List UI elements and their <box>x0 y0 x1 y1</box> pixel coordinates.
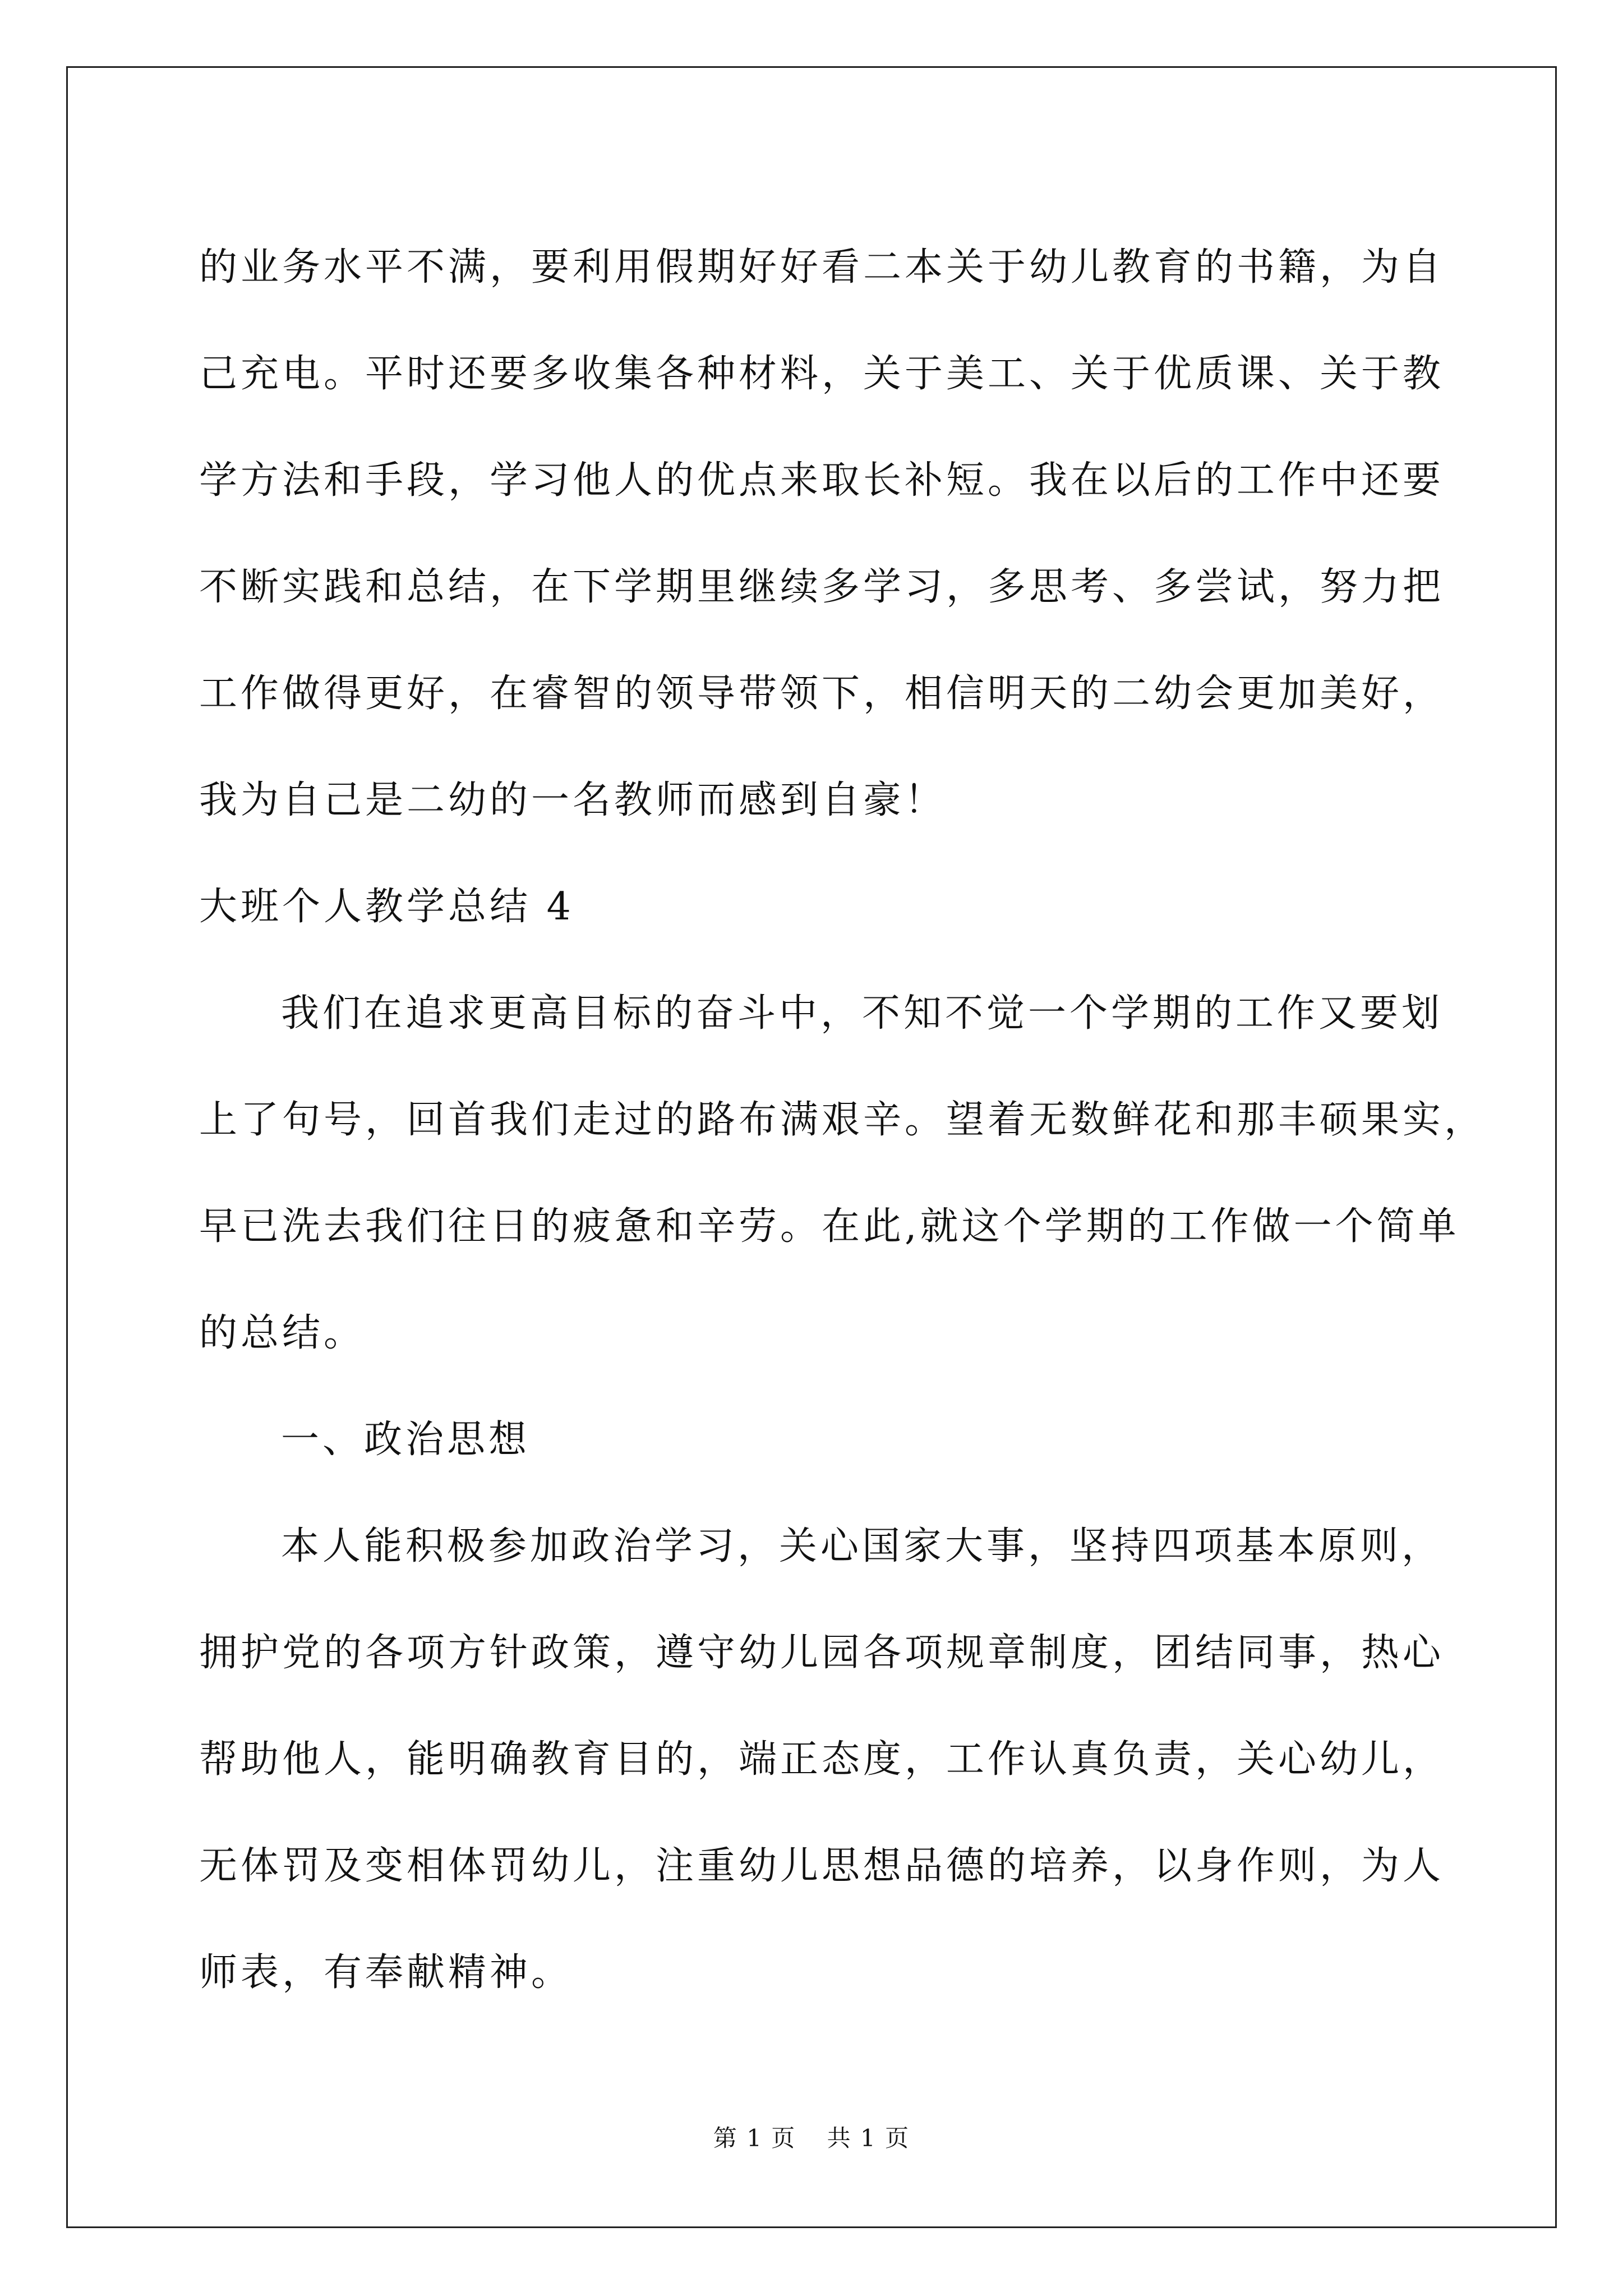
paragraph-2-line: 的总结。 <box>199 1311 366 1355</box>
paragraph-1-line: 学方法和手段，学习他人的优点来取长补短。我在以后的工作中还要 <box>199 458 1445 503</box>
paragraph-3-line: 拥护党的各项方针政策，遵守幼儿园各项规章制度，团结同事，热心 <box>199 1631 1445 1675</box>
total-page-count: 共 1 页 <box>827 2124 910 2152</box>
paragraph-1-line: 的业务水平不满，要利用假期好好看二本关于幼儿教育的书籍，为自 <box>199 245 1445 289</box>
paragraph-3-line: 帮助他人，能明确教育目的，端正态度，工作认真负责，关心幼儿， <box>199 1737 1445 1782</box>
paragraph-1-line: 己充电。平时还要多收集各种材料，关于美工、关于优质课、关于教 <box>199 352 1445 396</box>
paragraph-1-line: 我为自己是二幼的一名教师而感到自豪！ <box>199 778 947 822</box>
page-footer <box>0 2120 1623 2154</box>
paragraph-3-line: 无体罚及变相体罚幼儿，注重幼儿思想品德的培养，以身作则，为人 <box>199 1844 1445 1888</box>
paragraph-1-line: 工作做得更好，在睿智的领导带领下，相信明天的二幼会更加美好， <box>199 671 1445 716</box>
paragraph-1-line: 不断实践和总结，在下学期里继续多学习，多思考、多尝试，努力把 <box>199 565 1445 609</box>
paragraph-2-line: 早已洗去我们往日的疲惫和辛劳。在此,就这个学期的工作做一个简单 <box>199 1204 1460 1249</box>
paragraph-3-line: 本人能积极参加政治学习，关心国家大事，坚持四项基本原则， <box>281 1524 1444 1568</box>
section-title: 大班个人教学总结 4 <box>199 885 574 929</box>
paragraph-3-line: 师表，有奉献精神。 <box>199 1950 573 1995</box>
subheading-political-thought: 一、政治思想 <box>281 1418 531 1462</box>
document-body <box>199 214 1486 2026</box>
paragraph-2-line: 我们在追求更高目标的奋斗中，不知不觉一个学期的工作又要划 <box>281 991 1444 1036</box>
current-page-number: 第 1 页 <box>713 2124 796 2152</box>
paragraph-2-line: 上了句号，回首我们走过的路布满艰辛。望着无数鲜花和那丰硕果实， <box>199 1098 1486 1142</box>
